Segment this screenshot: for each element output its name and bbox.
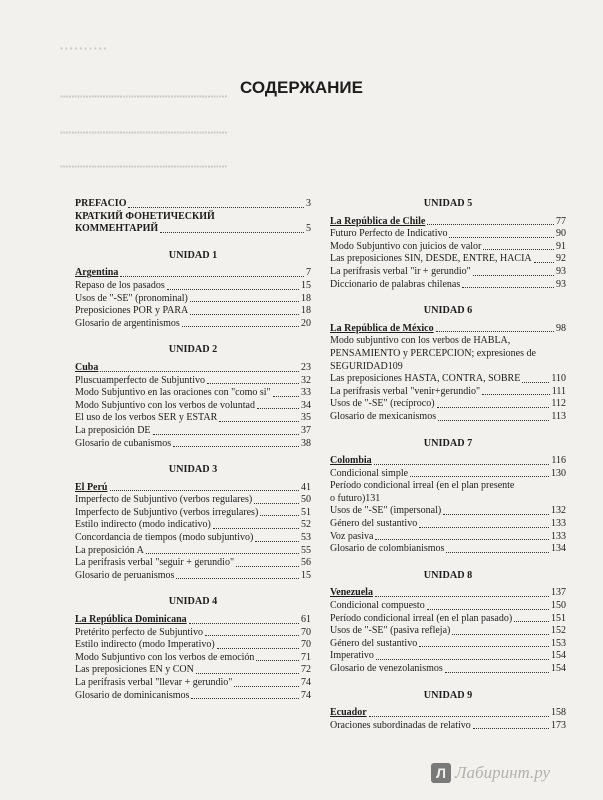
page-number: 116 — [551, 455, 566, 467]
page-number: 18 — [301, 292, 311, 304]
page-number: 15 — [301, 569, 311, 581]
unit-heading: UNIDAD 4 — [168, 596, 218, 608]
dot-leader — [100, 371, 299, 372]
dot-leader — [376, 659, 549, 660]
page-number: 53 — [301, 532, 311, 544]
page-number: 3 — [306, 198, 311, 209]
dot-leader — [257, 408, 299, 409]
page-number: 18 — [301, 305, 311, 317]
dot-leader — [483, 249, 554, 250]
toc-entry-text: SEGURIDAD — [330, 360, 388, 372]
toc-entry — [75, 280, 311, 293]
page-number: 37 — [301, 424, 311, 436]
dot-leader — [437, 407, 550, 408]
toc-entry-text: La perífrasis verbal "venir+gerundio" — [330, 385, 481, 397]
page-number: 52 — [301, 519, 311, 531]
watermark — [431, 760, 581, 786]
dot-leader — [173, 446, 299, 447]
toc-entry — [330, 279, 566, 292]
page-number: 173 — [551, 719, 566, 731]
page-number: 111 — [551, 385, 566, 397]
dot-leader — [153, 434, 299, 435]
toc-entry — [330, 253, 566, 266]
dot-leader — [190, 314, 299, 315]
page-number: 35 — [301, 412, 311, 424]
page-number: 92 — [556, 253, 566, 265]
page-number: 113 — [551, 410, 566, 422]
toc-entry-text: La República Dominicana — [75, 614, 187, 626]
page-number: 71 — [301, 651, 311, 663]
toc-entry — [75, 532, 311, 545]
dot-leader — [236, 566, 299, 567]
toc-entry-last-line — [330, 361, 566, 374]
dot-leader — [445, 672, 549, 673]
page-title: СОДЕРЖАНИЕ — [240, 78, 363, 97]
page-number: 137 — [551, 587, 566, 599]
toc-entry-text: Estilo indirecto (modo indicativo) — [75, 519, 211, 531]
toc-entry-text: Modo Subjuntivo con los verbos de voluntad — [75, 399, 255, 411]
toc-entry-text: Modo Subjuntivo en las oraciones con "como si" — [75, 387, 271, 399]
toc-entry-text: Voz pasiva — [330, 530, 374, 542]
toc-entry-text: Género del sustantivo — [330, 518, 418, 530]
page-number: 34 — [301, 399, 311, 411]
page-number: 151 — [551, 612, 566, 624]
page-number: 55 — [301, 544, 311, 556]
page-number: 77 — [556, 215, 566, 227]
toc-entry-text: Usos de "-SE" (pronominal) — [75, 292, 188, 304]
unit-heading: UNIDAD 5 — [423, 198, 473, 209]
dot-leader — [482, 394, 550, 395]
toc-entry-text-line: Período condicional irreal (en el plan presente — [330, 480, 515, 492]
page-number: 61 — [301, 614, 311, 626]
watermark-text: Лабиринт.ру — [455, 763, 551, 782]
dot-leader — [443, 514, 549, 515]
toc-entry-text: Las preposiciones SIN, DESDE, ENTRE, HACIA — [330, 253, 532, 265]
dot-leader — [427, 609, 549, 610]
page-number: 70 — [301, 639, 311, 651]
dot-leader — [419, 527, 549, 528]
page-number: 38 — [301, 437, 311, 449]
toc-entry-text: PREFACIO — [75, 198, 127, 209]
unit-heading: UNIDAD 7 — [423, 437, 473, 449]
toc-entry-text: La preposición A — [75, 544, 144, 556]
dot-leader — [205, 635, 299, 636]
toc-entry-text-line: Modo subjuntivo con los verbos de HABLA, — [330, 335, 511, 347]
page-number: 132 — [551, 505, 566, 517]
bleed-through-text: ▪▪▪▪▪▪▪▪▪▪▪▪▪▪▪▪▪▪▪▪▪▪▪▪▪▪▪▪▪▪▪▪▪▪▪▪▪▪▪▪▪▪▪▪▪▪▪▪▪▪▪▪▪▪▪▪▪▪▪ — [60, 162, 228, 171]
page-number: 56 — [301, 557, 311, 569]
toc-entry-text: Futuro Perfecto de Indicativo — [330, 228, 448, 240]
toc-entry — [330, 600, 566, 613]
dot-leader — [120, 276, 304, 277]
page-number: 93 — [556, 265, 566, 277]
toc-entry-text: Pretérito perfecto de Subjuntivo — [75, 626, 204, 638]
dot-leader — [234, 686, 299, 687]
toc-entry — [75, 519, 311, 532]
country-entry — [330, 455, 566, 468]
page-number: 158 — [551, 707, 566, 719]
toc-entry — [330, 335, 566, 373]
country-entry — [330, 707, 566, 720]
dot-leader — [189, 623, 299, 624]
toc-entry — [330, 266, 566, 279]
unit-heading: UNIDAD 1 — [168, 249, 218, 261]
page-number: 131 — [365, 492, 381, 504]
page-number: 134 — [551, 543, 566, 555]
bleed-through-text: ▪▪▪▪▪▪▪▪▪▪▪▪▪▪▪▪▪▪▪▪▪▪▪▪▪▪▪▪▪▪▪▪▪▪▪▪▪▪▪▪▪▪▪▪▪▪▪▪▪▪▪▪▪▪▪▪▪▪▪ — [60, 128, 228, 137]
toc-entry — [75, 652, 311, 665]
dot-leader — [260, 515, 299, 516]
dot-leader — [369, 716, 549, 717]
toc-entry — [75, 387, 311, 400]
page-number: 110 — [551, 373, 566, 385]
toc-entry — [75, 677, 311, 690]
unit-heading: UNIDAD 6 — [423, 305, 473, 317]
page-number: 93 — [556, 278, 566, 290]
page-number: 109 — [387, 360, 403, 372]
toc-entry-text: La perífrasis verbal "ir + gerundio" — [330, 265, 471, 277]
dot-leader — [438, 420, 549, 421]
page-number: 33 — [301, 387, 311, 399]
toc-entry-text: Repaso de los pasados — [75, 279, 165, 291]
dot-leader — [254, 503, 299, 504]
dot-leader — [190, 301, 299, 302]
toc-entry-text: Estilo indirecto (modo Imperativo) — [75, 639, 215, 651]
toc-entry — [75, 438, 311, 451]
dot-leader — [207, 383, 299, 384]
unit-heading: UNIDAD 8 — [423, 569, 473, 581]
toc-entry — [330, 638, 566, 651]
toc-entry — [75, 627, 311, 640]
toc-entry — [75, 425, 311, 438]
toc-entry-text: La preposición DE — [75, 424, 151, 436]
toc-entry-text: Colombia — [330, 455, 372, 467]
page-number: 50 — [301, 494, 311, 506]
dot-leader — [219, 421, 299, 422]
dot-leader — [452, 634, 549, 635]
dot-leader — [213, 528, 299, 529]
toc-entry-text: Concordancia de tiempos (modo subjuntivo) — [75, 532, 254, 544]
toc-entry-text: La República de México — [330, 322, 434, 334]
toc-entry-text: Diccionario de palabras chilenas — [330, 278, 461, 290]
toc-entry — [330, 613, 566, 626]
toc-entry — [330, 228, 566, 241]
toc-entry — [75, 570, 311, 583]
toc-entry — [330, 663, 566, 676]
toc-entry-text: Glosario de cubanismos — [75, 437, 172, 449]
toc-entry — [330, 480, 566, 505]
dot-leader — [427, 224, 554, 225]
toc-entry-text: Modo Subjuntivo con juicios de valor — [330, 240, 482, 252]
unit-heading: UNIDAD 2 — [168, 344, 218, 356]
toc-entry-text: Período condicional irreal (en el plan pasado) — [330, 612, 513, 624]
page-number: 154 — [551, 663, 566, 674]
page-number: 133 — [551, 530, 566, 542]
page-number: 74 — [301, 689, 311, 701]
toc-entry — [330, 543, 566, 556]
dot-leader — [374, 464, 550, 465]
page-number: 74 — [301, 677, 311, 688]
country-entry — [75, 482, 311, 495]
toc-entry-text: o futuro) — [330, 492, 366, 504]
toc-entry-text: Preposiciones POR y PARA — [75, 305, 189, 317]
toc-entry-text: El Perú — [75, 481, 108, 493]
bleed-through-text: ▪ ▪ ▪ ▪ ▪ ▪ ▪ ▪ ▪ ▪ — [60, 44, 107, 53]
toc-entry-text: Género del sustantivo — [330, 637, 418, 649]
toc-entry-text: El uso de los verbos SER y ESTAR — [75, 412, 218, 424]
country-entry — [75, 362, 311, 375]
page-number: 32 — [301, 374, 311, 386]
toc-entry — [330, 650, 566, 663]
bleed-through-text: ▪▪▪▪▪▪▪▪▪▪▪▪▪▪▪▪▪▪▪▪▪▪▪▪▪▪▪▪▪▪▪▪▪▪▪▪▪▪▪▪▪▪▪▪▪▪▪▪▪▪▪▪▪▪▪▪▪▪▪ — [60, 92, 228, 101]
toc-entry — [75, 507, 311, 520]
page-number: 41 — [301, 481, 311, 493]
page-number: 98 — [556, 322, 566, 334]
toc-entry — [330, 518, 566, 531]
dot-leader — [375, 596, 549, 597]
dot-leader — [255, 541, 299, 542]
toc-entry-text: Glosario de dominicanismos — [75, 689, 190, 701]
toc-entry-text: La perífrasis verbal "llevar + gerundio" — [75, 677, 233, 688]
dot-leader — [167, 289, 299, 290]
page-number: 90 — [556, 228, 566, 240]
dot-leader — [514, 621, 549, 622]
toc-entry-text-line: PENSAMIENTO y PERCEPCION; expresiones de — [330, 347, 536, 359]
page-number: 112 — [551, 398, 566, 410]
toc-entry — [75, 664, 311, 677]
dot-leader — [419, 646, 549, 647]
country-entry — [75, 267, 311, 280]
country-entry — [330, 323, 566, 336]
dot-leader — [146, 553, 299, 554]
toc-entry — [330, 411, 566, 424]
toc-entry — [75, 318, 311, 331]
dot-leader — [273, 396, 299, 397]
dot-leader — [176, 578, 299, 579]
toc-left-column — [75, 198, 311, 702]
toc-entry-text: Glosario de peruanismos — [75, 569, 175, 581]
dot-leader — [410, 476, 549, 477]
country-entry — [75, 614, 311, 627]
dot-leader — [436, 331, 554, 332]
page-number: 20 — [301, 317, 311, 329]
toc-entry-text: Argentina — [75, 267, 119, 279]
toc-entry-text: Glosario de argentinismos — [75, 317, 180, 329]
toc-entry-text: Las preposiciones HASTA, CONTRA, SOBRE — [330, 373, 521, 385]
toc-entry — [75, 223, 311, 236]
toc-entry-text: Modo Subjuntivo con los verbos de emoción — [75, 651, 255, 663]
toc-entry-text: Usos de "-SE" (recíproco) — [330, 398, 435, 410]
toc-entry — [330, 625, 566, 638]
dot-leader — [128, 207, 304, 208]
toc-entry — [330, 373, 566, 386]
dot-leader — [191, 698, 299, 699]
toc-right-column — [330, 198, 566, 732]
toc-entry-text: Glosario de colombianismos — [330, 543, 445, 555]
dot-leader — [375, 539, 549, 540]
dot-leader — [473, 275, 554, 276]
toc-entry — [330, 386, 566, 399]
toc-entry — [75, 557, 311, 570]
toc-entry — [75, 305, 311, 318]
dot-leader — [217, 648, 299, 649]
page-number: 150 — [551, 600, 566, 612]
dot-leader — [446, 552, 549, 553]
dot-leader — [449, 237, 554, 238]
toc-entry-text: Oraciones subordinadas de relativo — [330, 719, 471, 731]
toc-entry — [75, 545, 311, 558]
toc-entry-text: Las preposiciones EN y CON — [75, 664, 194, 676]
page-number: 5 — [306, 223, 311, 235]
toc-entry-text: Glosario de mexicanismos — [330, 410, 437, 422]
page-number: 51 — [301, 506, 311, 518]
unit-heading: UNIDAD 3 — [168, 464, 218, 476]
toc-entry — [330, 241, 566, 254]
page-number: 152 — [551, 625, 566, 637]
toc-entry — [330, 531, 566, 544]
page-number: 7 — [306, 267, 311, 279]
toc-entry — [330, 720, 566, 733]
toc-entry — [75, 375, 311, 388]
toc-entry-text: La República de Chile — [330, 215, 426, 227]
dot-leader — [196, 673, 299, 674]
toc-entry — [330, 398, 566, 411]
page-number: 133 — [551, 518, 566, 530]
dot-leader — [473, 728, 549, 729]
toc-entry-text: Pluscuamperfecto de Subjuntivo — [75, 374, 205, 386]
toc-entry-text: Usos de "-SE" (impersonal) — [330, 505, 442, 517]
page-number: 91 — [556, 240, 566, 252]
toc-entry-text: Glosario de venezolanismos — [330, 663, 443, 674]
toc-entry — [75, 412, 311, 425]
watermark-logo-icon: Л — [431, 763, 451, 783]
dot-leader — [522, 382, 549, 383]
toc-entry-text: КРАТКИЙ ФОНЕТИЧЕСКИЙ — [75, 210, 215, 222]
country-entry — [330, 587, 566, 600]
country-entry — [330, 216, 566, 229]
toc-entry-text: La perífrasis verbal "seguir + gerundio" — [75, 557, 235, 569]
dot-leader — [534, 262, 554, 263]
page-number: 130 — [551, 467, 566, 479]
toc-entry — [330, 468, 566, 481]
toc-entry-text: Ecuador — [330, 707, 367, 719]
page-number: 23 — [301, 361, 311, 373]
toc-entry-text: Venezuela — [330, 587, 373, 599]
toc-entry-text: Condicional compuesto — [330, 600, 425, 612]
toc-entry — [75, 198, 311, 211]
toc-entry — [75, 690, 311, 703]
unit-heading: UNIDAD 9 — [423, 689, 473, 701]
toc-entry-text: КОММЕНТАРИЙ — [75, 223, 159, 235]
page-number: 154 — [551, 650, 566, 662]
dot-leader — [160, 232, 304, 233]
toc-entry — [75, 211, 311, 224]
toc-entry — [75, 293, 311, 306]
dot-leader — [110, 490, 300, 491]
toc-entry-last-line — [330, 493, 566, 506]
page-number: 15 — [301, 279, 311, 291]
toc-entry-text: Imperativo — [330, 650, 374, 662]
dot-leader — [462, 287, 554, 288]
toc-entry-text: Cuba — [75, 361, 99, 373]
toc-entry-text: Imperfecto de Subjuntivo (verbos regulares) — [75, 494, 253, 506]
page-number: 153 — [551, 637, 566, 649]
toc-entry-text: Imperfecto de Subjuntivo (verbos irregulares) — [75, 506, 259, 518]
dot-leader — [182, 326, 299, 327]
dot-leader — [256, 660, 299, 661]
page-number: 70 — [301, 626, 311, 638]
page-number: 72 — [301, 664, 311, 676]
toc-entry-text: Condicional simple — [330, 467, 409, 479]
toc-entry — [330, 505, 566, 518]
toc-entry-text: Usos de "-SE" (pasiva refleja) — [330, 625, 451, 637]
toc-entry — [75, 639, 311, 652]
toc-entry — [75, 400, 311, 413]
toc-entry — [75, 494, 311, 507]
